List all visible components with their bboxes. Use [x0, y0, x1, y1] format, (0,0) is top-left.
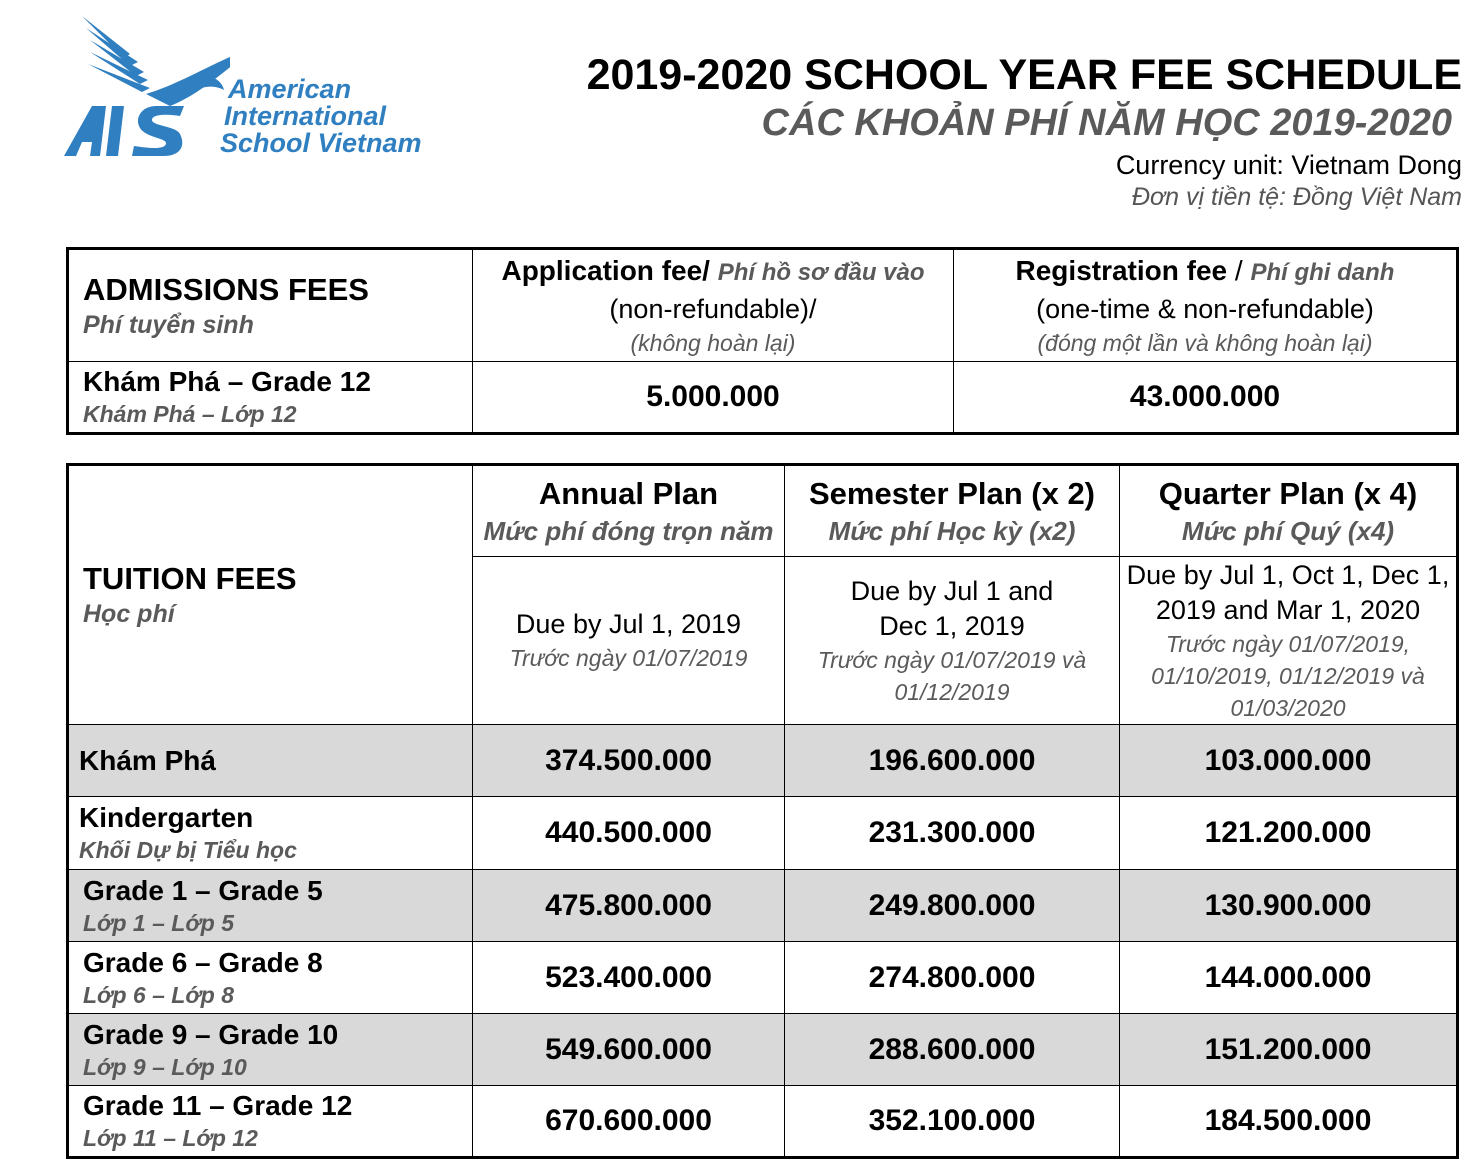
admissions-fees-table: [66, 247, 1459, 435]
admissions-row-label-vi: Khám Phá – Lớp 12: [83, 401, 297, 427]
annual-value: 374.500.000: [473, 725, 785, 797]
semester-due-vi-2: 01/12/2019: [894, 678, 1010, 705]
table-row: [68, 1086, 1458, 1158]
semester-plan-due: [785, 557, 1120, 725]
row-label-vi: Lớp 9 – Lớp 10: [83, 1053, 247, 1080]
quarter-value: 103.000.000: [1120, 725, 1458, 797]
row-label: Grade 1 – Grade 5: [83, 874, 323, 906]
admissions-label-vi: Phí tuyển sinh: [83, 310, 254, 339]
table-row: [68, 870, 1458, 942]
semester-value: 249.800.000: [785, 870, 1120, 942]
quarter-value: 121.200.000: [1120, 797, 1458, 870]
table-row: [68, 725, 1458, 797]
annual-plan-title-vi: Mức phí đóng trọn năm: [483, 516, 774, 546]
registration-fee-title-vi: Phí ghi danh: [1250, 258, 1395, 286]
semester-plan-title: Semester Plan (x 2): [808, 476, 1096, 511]
row-label: Grade 11 – Grade 12: [83, 1090, 353, 1121]
table-row: [68, 797, 1458, 870]
semester-due-vi-1: Trước ngày 01/07/2019 và: [817, 646, 1087, 673]
registration-fee-sep: /: [1227, 254, 1251, 286]
quarter-value: 184.500.000: [1120, 1086, 1458, 1158]
quarter-plan-title: Quarter Plan (x 4): [1158, 476, 1418, 511]
semester-value: 196.600.000: [785, 725, 1120, 797]
quarter-due-en-1: Due by Jul 1, Oct 1, Dec 1,: [1126, 559, 1450, 590]
currency-note-vi: Đơn vị tiền tệ: Đồng Việt Nam: [1131, 183, 1462, 211]
quarter-value: 130.900.000: [1120, 870, 1458, 942]
registration-fee-note-vi: (đóng một lần và không hoàn lại): [1037, 329, 1373, 356]
row-label: Kindergarten: [79, 802, 254, 833]
tuition-plan-header-row: [68, 465, 1458, 557]
quarter-due-vi-1: Trước ngày 01/07/2019,: [1165, 630, 1411, 657]
table-row: [68, 1014, 1458, 1086]
row-label-vi: Lớp 6 – Lớp 8: [83, 981, 235, 1008]
row-label-cell: [68, 797, 473, 870]
annual-plan-title: Annual Plan: [538, 476, 719, 511]
row-label-cell: [68, 870, 473, 942]
school-logo: [60, 14, 460, 164]
semester-value: 352.100.000: [785, 1086, 1120, 1158]
logo-text: [220, 74, 422, 158]
logo-line-2: International: [224, 101, 387, 131]
application-fee-header: [473, 249, 954, 362]
quarter-due-vi-3: 01/03/2020: [1230, 694, 1346, 721]
quarter-value: 144.000.000: [1120, 942, 1458, 1014]
annual-value: 670.600.000: [473, 1086, 785, 1158]
annual-value: 475.800.000: [473, 870, 785, 942]
semester-plan-title-vi: Mức phí Học kỳ (x2): [828, 516, 1076, 546]
semester-value: 231.300.000: [785, 797, 1120, 870]
annual-value: 440.500.000: [473, 797, 785, 870]
row-label: Grade 6 – Grade 8: [83, 946, 323, 978]
quarter-plan-title-vi: Mức phí Quý (x4): [1181, 516, 1395, 546]
quarter-plan-due: [1120, 557, 1458, 725]
row-label-vi: Lớp 11 – Lớp 12: [83, 1125, 258, 1151]
eagle-logo-icon: [60, 14, 230, 164]
table-row: [68, 362, 1458, 434]
logo-line-1: American: [228, 74, 352, 104]
annual-value: 523.400.000: [473, 942, 785, 1014]
application-fee-title: Application fee/: [501, 254, 710, 286]
annual-value: 549.600.000: [473, 1014, 785, 1086]
tuition-label-vi: Học phí: [83, 600, 175, 628]
admissions-header-row: [68, 249, 1458, 362]
page-title: 2019-2020 SCHOOL YEAR FEE SCHEDULE: [586, 51, 1462, 99]
semester-plan-header: [785, 465, 1120, 557]
title-block: [587, 50, 1462, 212]
annual-due-en: Due by Jul 1, 2019: [515, 609, 742, 639]
quarter-value: 151.200.000: [1120, 1014, 1458, 1086]
application-fee-note: (non-refundable)/: [609, 293, 817, 324]
annual-plan-header: [473, 465, 785, 557]
currency-note: Currency unit: Vietnam Dong: [1115, 150, 1462, 180]
semester-value: 274.800.000: [785, 942, 1120, 1014]
admissions-label-cell: [68, 249, 473, 362]
annual-due-vi: Trước ngày 01/07/2019: [509, 645, 748, 671]
admissions-row-label-cell: [68, 362, 473, 434]
tuition-fees-table: [66, 463, 1459, 1159]
row-label-cell: [68, 942, 473, 1014]
row-label-vi: Lớp 1 – Lớp 5: [83, 909, 235, 936]
tuition-label: TUITION FEES: [83, 561, 297, 596]
quarter-due-vi-2: 01/10/2019, 01/12/2019 và: [1151, 662, 1425, 689]
row-label: Grade 9 – Grade 10: [83, 1018, 339, 1050]
semester-value: 288.600.000: [785, 1014, 1120, 1086]
row-label-vi: Khối Dự bị Tiểu học: [79, 837, 297, 863]
registration-fee-value: 43.000.000: [954, 362, 1458, 434]
application-fee-value: 5.000.000: [473, 362, 954, 434]
admissions-label: ADMISSIONS FEES: [83, 271, 369, 307]
table-row: [68, 942, 1458, 1014]
application-fee-title-vi: Phí hồ sơ đầu vào: [717, 258, 925, 286]
registration-fee-header: [954, 249, 1458, 362]
row-label-cell: [68, 725, 473, 797]
page-title-vi: CÁC KHOẢN PHÍ NĂM HỌC 2019-2020: [761, 102, 1452, 144]
admissions-row-label: Khám Phá – Grade 12: [83, 366, 371, 397]
logo-line-3: School Vietnam: [220, 128, 422, 158]
row-label-cell: [68, 1014, 473, 1086]
application-fee-note-vi: (không hoàn lại): [630, 329, 796, 356]
registration-fee-title: Registration fee: [1015, 254, 1228, 286]
registration-fee-note: (one-time & non-refundable): [1036, 293, 1374, 324]
tuition-label-cell: [68, 465, 473, 725]
quarter-plan-header: [1120, 465, 1458, 557]
quarter-due-en-2: 2019 and Mar 1, 2020: [1155, 594, 1421, 625]
row-label-cell: [68, 1086, 473, 1158]
semester-due-en-2: Dec 1, 2019: [879, 610, 1025, 641]
semester-due-en-1: Due by Jul 1 and: [850, 575, 1054, 606]
row-label: Khám Phá: [79, 744, 216, 776]
annual-plan-due: [473, 557, 785, 725]
